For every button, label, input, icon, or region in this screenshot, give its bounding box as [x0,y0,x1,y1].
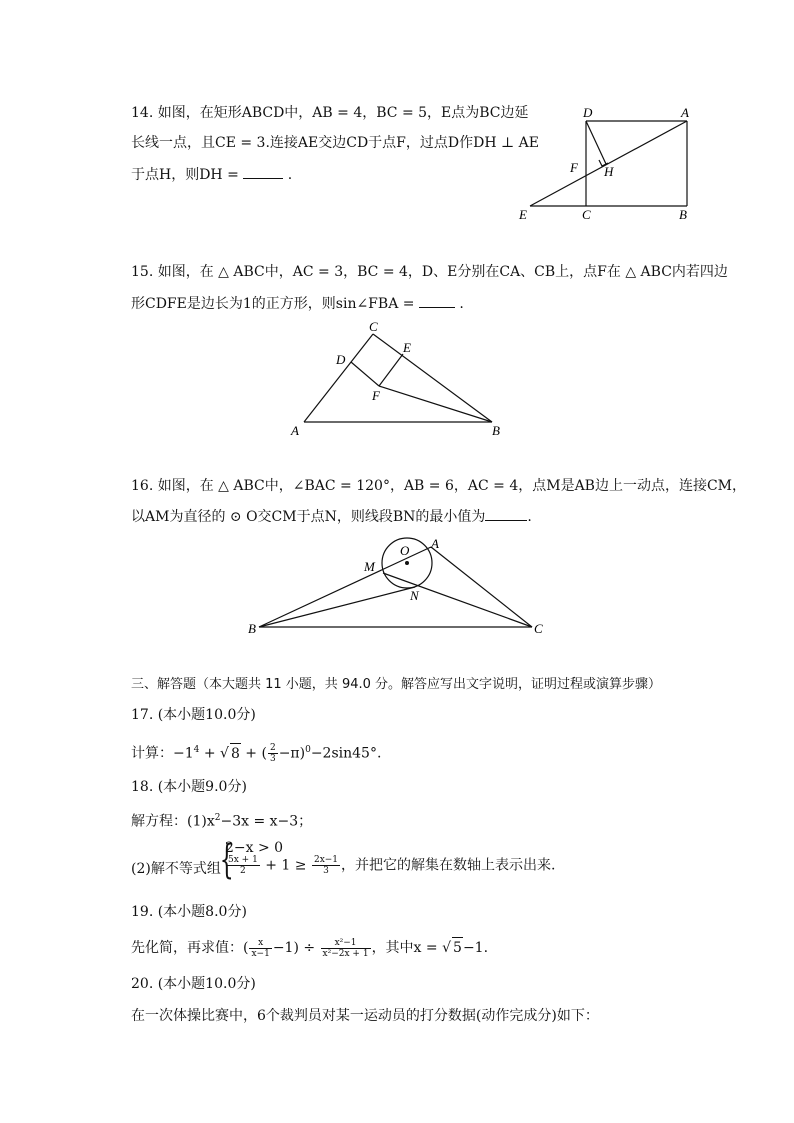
q14-tail: . [283,167,293,183]
q18-p1-tail: −3x = x−3； [220,813,313,830]
q15-figure [285,318,515,443]
q19-frac1-num: x [249,938,271,949]
q16-line1: 16. 如图，在 △ ABC中，∠BAC = 120°，AB = 6，AC = 4，点M是AB边上一动点，连接CM， [131,478,747,494]
q14-label-d: D [583,105,593,120]
q19-frac2-den: x²−2x + 1 [322,948,369,959]
section-3-heading: 三、解答题（本大题共 11 小题，共 94.0 分。解答应写出文字说明，证明过程或演算步骤） [131,677,662,692]
q14-figure [510,100,710,230]
q18-frac2-num: 2x−1 [313,855,339,865]
q16-answer-blank [485,506,527,521]
q18-mid: + 1 ≥ [260,857,311,874]
q19-expression: 先化简，再求值：( $\frac{x}{x-1}$ −1) ÷ $\frac{\text{x²−1}}{\text{x²−2x + 1}}$ ，其中x = √ 5−1. [131,937,489,959]
q19-mid: −1) ÷ [272,940,320,956]
q20-text: 在一次体操比赛中，6个裁判员对某一运动员的打分数据(动作完成分)如下： [131,1008,599,1024]
q15-label-a: A [291,423,299,438]
q14-line2: 长线一点，且CE = 3.连接AE交边CD于点F，过点D作DH ⊥ AE [131,135,539,151]
q15-label-c: C [369,319,378,334]
q16-label-o: O [400,543,410,558]
q17-expression: 计算：$-1^4$ + √ 8 + ( $\frac{2}{3}$ −π)$^0$−2sin45°. [131,743,382,765]
q17-fraction [268,743,278,764]
q16-figure [245,535,555,640]
q17-frac-den: 3 [269,754,276,765]
q16-line2 [131,506,532,527]
q15-label-b: B [492,423,500,438]
q14-label-e: E [519,207,527,222]
q18-p2-pre: (2)解不等式组 [131,861,221,877]
q14-line1: 14. 如图，在矩形ABCD中，AB = 4，BC = 5，E点为BC边延 [131,105,529,121]
q14-label-a: A [681,105,689,120]
q18-heading: 18. (本小题9.0分) [131,779,247,795]
q15-line1: 15. 如图，在 △ ABC中，AC = 3，BC = 4，D、E分别在CA、CB上，点F在 △ ABC内若四边 [131,264,728,280]
q15-label-d: D [336,352,346,367]
q15-line2 [131,293,464,314]
q16-label-n: N [410,588,419,603]
q17-heading: 17. (本小题10.0分) [131,707,256,723]
q17-plus: + [199,745,221,762]
q17-tail: −2sin45°. [310,745,382,762]
q17-minus-pi: −π) [278,745,306,762]
q18-frac2-den: 3 [323,866,329,876]
q14-label-b: B [679,207,687,222]
q17-pre: 计算：−1 [131,745,194,762]
q17-exp: 4 [193,745,200,755]
q19-tail1: ，其中x = [371,940,443,956]
q17-sqrt: 8 [230,743,241,764]
q14-label-c: C [582,207,591,222]
q19-frac2-num: x²−1 [321,938,371,949]
q14-line3 [131,164,292,185]
q19-frac1-den: x−1 [251,948,270,959]
q14-line3-text: 于点H，则DH = [131,167,244,183]
q19-heading: 19. (本小题8.0分) [131,904,247,920]
q18-brace: { [219,837,234,883]
q19-pre: 先化简，再求值：( [131,940,249,956]
q19-frac2 [321,938,371,959]
q17-exp0: 0 [305,745,311,755]
q14-answer-blank [243,164,283,179]
q14-label-f: F [570,160,578,175]
q18-system-top: 2−x > 0 [225,840,284,856]
q17-plus2: + ( [240,745,267,762]
q19-sqrt: 5 [452,937,463,958]
q16-line2-text: 以AM为直径的 ⊙ O交CM于点N，则线段BN的最小值为 [131,509,486,525]
q16-tail: . [527,509,532,525]
q18-frac1-num: 5x + 1 [228,855,258,865]
q16-label-a: A [431,536,439,551]
q16-center-dot [405,561,409,565]
q17-frac-num: 2 [269,743,276,754]
q19-frac1 [249,938,271,959]
q16-label-c: C [534,621,543,636]
q18-p1: 解方程：(1)x [131,813,215,830]
q18-system-bottom [225,855,556,876]
q18-p1-exp: 2 [214,813,221,823]
q18-frac2 [312,855,340,876]
q16-label-b: B [248,621,256,636]
q15-tail: . [454,296,464,312]
q18-frac1 [226,855,260,876]
q18-part1 [131,808,312,832]
q15-label-e: E [403,340,411,355]
q15-label-f: F [372,388,380,403]
q15-answer-blank [419,293,455,308]
q16-label-m: M [364,559,375,574]
q15-line2-text: 形CDFE是边长为1的正方形，则sin∠FBA = [131,296,419,312]
q19-tail2: −1. [462,940,489,956]
q18-p2-tail: ，并把它的解集在数轴上表示出来. [341,857,556,874]
q20-heading: 20. (本小题10.0分) [131,976,256,992]
q18-frac1-den: 2 [240,866,246,876]
q14-label-h: H [604,164,614,179]
